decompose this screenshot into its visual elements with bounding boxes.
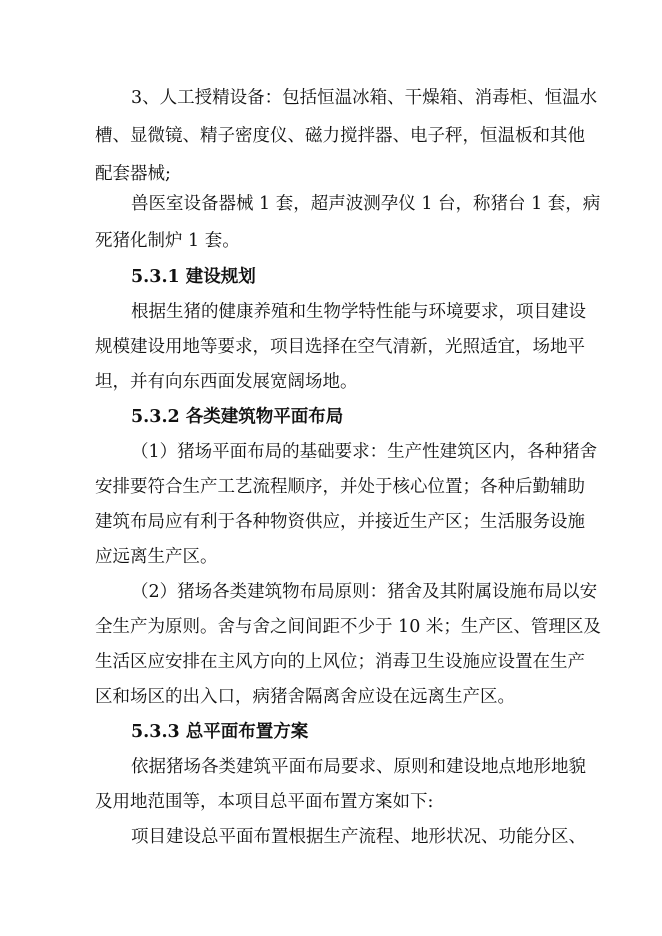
paragraph-line: 坦，并有向东西面发展宽阔场地。 (95, 372, 358, 392)
paragraph-line: 槽、显微镜、精子密度仪、磁力搅拌器、电子秤，恒温板和其他 (95, 126, 585, 146)
paragraph-line: 生活区应安排在主风方向的上风位；消毒卫生设施应设置在生产 (95, 652, 585, 672)
paragraph-line: 及用地范围等，本项目总平面布置方案如下: (95, 792, 434, 812)
paragraph-line: 死猪化制炉 1 套。 (95, 231, 240, 251)
paragraph-line: 3、人工授精设备：包括恒温冰箱、干燥箱、消毒柜、恒温水 (131, 88, 598, 108)
paragraph-line: 全生产为原则。舍与舍之间间距不少于 10 米；生产区、管理区及 (95, 617, 601, 637)
section-heading: 5.3.2 各类建筑物平面布局 (131, 407, 344, 427)
section-heading: 5.3.3 总平面布置方案 (131, 722, 309, 742)
section-heading: 5.3.1 建设规划 (131, 267, 256, 287)
paragraph-line: 应远离生产区。 (95, 547, 218, 567)
paragraph-line: 建筑布局应有利于各种物资供应，并接近生产区；生活服务设施 (95, 512, 585, 532)
paragraph-line: 规模建设用地等要求，项目选择在空气清新，光照适宜，场地平 (95, 337, 585, 357)
paragraph-line: （2）猪场各类建筑物布局原则：猪舍及其附属设施布局以安 (131, 582, 598, 602)
paragraph-line: 安排要符合生产工艺流程顺序，并处于核心位置；各种后勤辅助 (95, 477, 585, 497)
paragraph-line: 兽医室设备器械 1 套，超声波测孕仪 1 台，称猪台 1 套，病 (131, 194, 601, 214)
paragraph-line: 区和场区的出入口，病猪舍隔离舍应设在远离生产区。 (95, 687, 515, 707)
paragraph-line: 项目建设总平面布置根据生产流程、地形状况、功能分区、 (131, 827, 586, 847)
paragraph-line: 根据生猪的健康养殖和生物学特性能与环境要求，项目建设 (131, 302, 586, 322)
paragraph-line: （1）猪场平面布局的基础要求：生产性建筑区内，各种猪舍 (131, 442, 598, 462)
paragraph-line: 配套器械; (95, 164, 171, 184)
paragraph-line: 依据猪场各类建筑平面布局要求、原则和建设地点地形地貌 (131, 757, 586, 777)
